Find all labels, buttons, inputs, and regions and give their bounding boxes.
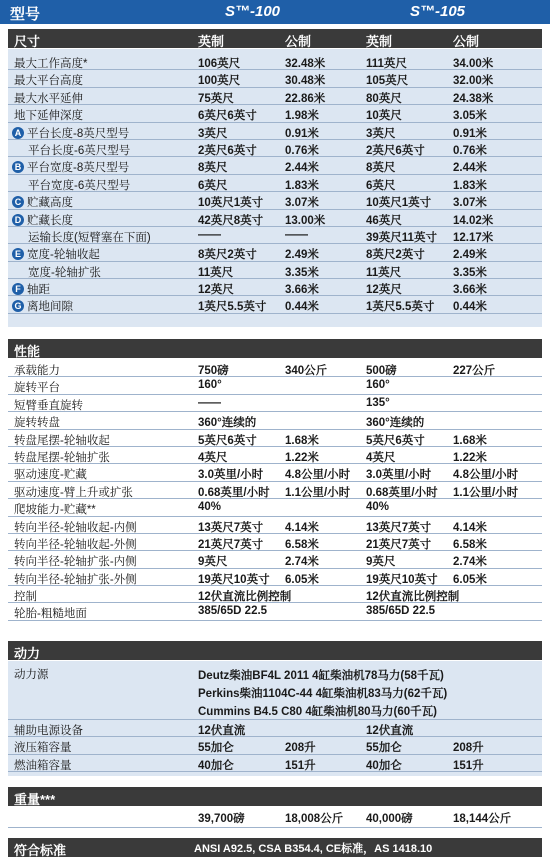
- dim-imperial-1: 8英尺2英寸: [198, 249, 257, 262]
- dim-label: [14, 55, 87, 71]
- unit-metric-2: 公制: [453, 34, 480, 49]
- dim-imperial-1: 106英尺: [198, 58, 241, 70]
- dim-imperial-2: 10英尺1英寸: [366, 197, 432, 210]
- perf-imperial-1: 21英尺7英寸: [198, 538, 264, 551]
- perf-imperial-2: 385/65D 22.5: [366, 605, 436, 618]
- pwr-imperial-2: 55加仑: [366, 742, 402, 755]
- dim-label: [12, 212, 73, 228]
- marker-c-badge: C: [12, 196, 24, 208]
- perf-label: [14, 519, 137, 535]
- dim-metric-1: 3.66米: [285, 284, 319, 297]
- marker-g-badge: G: [12, 300, 24, 312]
- perf-metric-1: 6.05米: [285, 573, 319, 586]
- perf-metric-1: 340公斤: [285, 365, 328, 377]
- performance-title: 性能: [14, 344, 41, 359]
- perf-label-text: 控制: [14, 591, 37, 604]
- dim-label-text: 地下延伸深度: [14, 110, 83, 123]
- pwr-imperial-2: 12伏直流: [366, 725, 414, 737]
- dim-row: [8, 279, 542, 296]
- perf-row: [8, 395, 542, 412]
- dim-metric-1: 22.86米: [285, 92, 326, 105]
- dim-label-text: 最大平台高度: [14, 75, 83, 88]
- perf-row: [8, 482, 542, 499]
- weight-metric-2: 18,144公斤: [453, 813, 512, 825]
- pwr-label-text: 辅助电源设备: [14, 725, 83, 737]
- dim-label-text: 贮藏长度: [27, 214, 73, 227]
- perf-row: [8, 430, 542, 447]
- perf-label: [14, 362, 60, 378]
- dim-label: [28, 142, 130, 158]
- perf-label-text: 转向半径-轮轴收起-内侧: [14, 521, 137, 534]
- model-s105: S™-105: [410, 3, 466, 20]
- perf-label: [14, 605, 87, 621]
- perf-label: [14, 571, 137, 587]
- perf-row: [8, 569, 542, 586]
- dim-metric-1: 2.49米: [285, 249, 319, 262]
- perf-metric-1: 1.22米: [285, 451, 319, 464]
- dim-metric-1: ——: [285, 228, 308, 241]
- dim-label-text: 平台宽度-8英尺型号: [27, 162, 130, 175]
- power-source-row: [8, 664, 542, 720]
- perf-row: [8, 447, 542, 464]
- compliance-title: 符合标准: [14, 843, 67, 858]
- dim-imperial-2: 3英尺: [366, 127, 396, 140]
- perf-imperial-2: 12伏直流比例控制: [366, 591, 460, 604]
- dim-imperial-1: 11英尺: [198, 266, 234, 279]
- perf-metric-2: 2.74米: [453, 556, 487, 569]
- perf-imperial-2: 5英尺6英寸: [366, 434, 425, 447]
- power-source-line-2: Perkins柴油1104C-44 4缸柴油机83马力(62千瓦): [198, 688, 448, 700]
- pwr-metric-1: 151升: [285, 759, 316, 772]
- dim-imperial-1: 10英尺1英寸: [198, 197, 264, 210]
- dim-row: [8, 53, 542, 70]
- dim-label: [14, 90, 83, 106]
- dim-metric-2: 32.00米: [453, 75, 494, 88]
- perf-metric-1: 6.58米: [285, 538, 319, 551]
- weight-title: 重量***: [14, 792, 56, 807]
- perf-imperial-2: 40%: [366, 501, 390, 514]
- perf-row: [8, 586, 542, 603]
- dim-metric-2: 0.76米: [453, 144, 487, 157]
- dim-imperial-2: 80英尺: [366, 92, 402, 105]
- dim-label-text: 离地间隙: [27, 301, 73, 314]
- perf-label-text: 转向半径-轮轴扩张-内侧: [14, 556, 137, 569]
- dim-imperial-1: 6英尺6英寸: [198, 110, 257, 123]
- perf-row: [8, 551, 542, 568]
- dim-imperial-1: 8英尺: [198, 162, 228, 175]
- perf-label-text: 转盘尾摆-轮轴扩张: [14, 451, 110, 464]
- model-s100: S™-100: [225, 3, 281, 20]
- perf-imperial-2: 9英尺: [366, 556, 396, 569]
- dim-imperial-1: 6英尺: [198, 179, 228, 192]
- perf-metric-2: 6.05米: [453, 573, 487, 586]
- dim-label-text: 轴距: [27, 284, 50, 297]
- dim-metric-2: 3.66米: [453, 284, 487, 297]
- dim-row: [8, 70, 542, 87]
- dim-imperial-1: 42英尺8英寸: [198, 214, 264, 227]
- perf-imperial-1: 19英尺10英寸: [198, 573, 270, 586]
- dim-label: [28, 177, 130, 193]
- dim-row: [8, 88, 542, 105]
- dim-label: [12, 194, 73, 210]
- perf-imperial-2: 13英尺7英寸: [366, 521, 432, 534]
- perf-metric-2: 227公斤: [453, 365, 496, 377]
- perf-imperial-2: 3.0英里/小时: [366, 469, 432, 482]
- perf-imperial-1: 0.68英里/小时: [198, 486, 270, 499]
- pwr-metric-2: 151升: [453, 759, 484, 772]
- dim-metric-1: 2.44米: [285, 162, 319, 175]
- dim-metric-2: 12.17米: [453, 231, 494, 244]
- perf-imperial-1: 360°连续的: [198, 417, 257, 430]
- dim-metric-2: 14.02米: [453, 214, 494, 227]
- perf-label: [14, 397, 83, 413]
- dim-label: [12, 281, 50, 297]
- perf-imperial-1: 12伏直流比例控制: [198, 591, 292, 604]
- dim-label: [14, 107, 83, 123]
- dim-label: [14, 72, 83, 88]
- weight-row: [8, 808, 542, 828]
- pwr-label: [14, 757, 72, 773]
- weight-header: [8, 787, 542, 806]
- perf-metric-2: 1.1公里/小时: [453, 486, 519, 499]
- dim-metric-2: 34.00米: [453, 58, 494, 70]
- perf-imperial-2: 160°: [366, 379, 390, 392]
- power-table: [8, 664, 542, 772]
- dim-imperial-2: 10英尺: [366, 110, 402, 123]
- dim-row: [8, 105, 542, 122]
- dim-imperial-2: 1英尺5.5英寸: [366, 301, 435, 314]
- perf-metric-2: 6.58米: [453, 538, 487, 551]
- perf-label-text: 驱动速度-臂上升或扩张: [14, 486, 133, 499]
- dim-metric-1: 30.48米: [285, 75, 326, 88]
- perf-row: [8, 412, 542, 429]
- perf-label: [14, 553, 137, 569]
- perf-imperial-2: 21英尺7英寸: [366, 538, 432, 551]
- dim-metric-1: 1.98米: [285, 110, 319, 123]
- model-label: 型号: [10, 6, 41, 23]
- dim-row: [8, 157, 542, 174]
- dim-imperial-1: 12英尺: [198, 284, 234, 297]
- dim-metric-1: 0.76米: [285, 144, 319, 157]
- perf-metric-1: 4.8公里/小时: [285, 469, 351, 482]
- pwr-row: [8, 755, 542, 772]
- perf-label-text: 承载能力: [14, 365, 60, 377]
- perf-imperial-1: 4英尺: [198, 451, 228, 464]
- dim-label: [28, 264, 101, 280]
- power-source-line-1: Deutz柴油BF4L 2011 4缸柴油机78马力(58千瓦): [198, 670, 444, 682]
- perf-label: [14, 379, 60, 395]
- marker-f-badge: F: [12, 283, 24, 295]
- dim-label: [12, 298, 73, 314]
- dim-label: [12, 125, 129, 141]
- dim-imperial-1: 2英尺6英寸: [198, 144, 257, 157]
- perf-label-text: 驱动速度-贮藏: [14, 469, 87, 482]
- dim-imperial-2: 11英尺: [366, 266, 402, 279]
- perf-label: [14, 536, 137, 552]
- perf-label-text: 转向半径-轮轴收起-外侧: [14, 538, 137, 551]
- dim-imperial-2: 12英尺: [366, 284, 402, 297]
- dim-label-text: 平台宽度-6英尺型号: [28, 179, 131, 192]
- dim-metric-1: 13.00米: [285, 214, 326, 227]
- perf-row: [8, 360, 542, 377]
- dim-imperial-1: 3英尺: [198, 127, 228, 140]
- dim-metric-1: 0.91米: [285, 127, 319, 140]
- dim-metric-2: 0.91米: [453, 127, 487, 140]
- dim-label: [12, 159, 129, 175]
- dim-label-text: 宽度-轮轴收起: [27, 249, 100, 262]
- dim-label-text: 运输长度(短臂塞在下面): [28, 231, 151, 244]
- perf-row: [8, 464, 542, 481]
- perf-metric-1: 1.68米: [285, 434, 319, 447]
- dim-label-text: 最大工作高度*: [14, 58, 88, 70]
- dim-label-text: 平台长度-8英尺型号: [27, 127, 130, 140]
- dim-imperial-2: 2英尺6英寸: [366, 144, 425, 157]
- dimensions-title: 尺寸: [14, 34, 41, 49]
- pwr-imperial-2: 40加仑: [366, 759, 402, 772]
- perf-label-text: 短臂垂直旋转: [14, 399, 83, 412]
- perf-label: [14, 501, 96, 517]
- perf-imperial-1: 3.0英里/小时: [198, 469, 264, 482]
- dim-imperial-2: 111英尺: [366, 58, 407, 70]
- dim-imperial-1: 1英尺5.5英寸: [198, 301, 267, 314]
- pwr-metric-1: 208升: [285, 742, 316, 755]
- pwr-metric-2: 208升: [453, 742, 484, 755]
- perf-metric-2: 4.14米: [453, 521, 487, 534]
- perf-label: [14, 432, 110, 448]
- dim-imperial-1: 75英尺: [198, 92, 234, 105]
- dim-metric-2: 3.07米: [453, 197, 487, 210]
- performance-table: [8, 360, 542, 621]
- perf-row: [8, 499, 542, 516]
- dim-row: [8, 244, 542, 261]
- dimensions-table: [8, 53, 542, 314]
- dim-imperial-2: 8英尺2英寸: [366, 249, 425, 262]
- marker-e-badge: E: [12, 248, 24, 260]
- dim-imperial-1: ——: [198, 228, 221, 241]
- perf-imperial-1: 40%: [198, 501, 222, 514]
- perf-label-text: 爬坡能力-贮藏**: [14, 504, 96, 517]
- dim-metric-2: 2.49米: [453, 249, 487, 262]
- dim-metric-2: 1.83米: [453, 179, 487, 192]
- model-header: [0, 0, 550, 24]
- pwr-imperial-1: 12伏直流: [198, 725, 246, 737]
- perf-label-text: 旋转转盘: [14, 417, 60, 430]
- perf-label: [14, 414, 60, 430]
- dim-imperial-2: 6英尺: [366, 179, 396, 192]
- perf-label-text: 转盘尾摆-轮轴收起: [14, 434, 110, 447]
- perf-imperial-2: 19英尺10英寸: [366, 573, 438, 586]
- dim-metric-2: 3.35米: [453, 266, 487, 279]
- unit-imperial-2: 英制: [366, 34, 393, 49]
- perf-row: [8, 377, 542, 394]
- perf-imperial-1: 13英尺7英寸: [198, 521, 264, 534]
- power-source-line-3: Cummins B4.5 C80 4缸柴油机80马力(60千瓦): [198, 706, 438, 718]
- perf-label-text: 旋转平台: [14, 382, 60, 395]
- power-source-label: 动力源: [14, 669, 49, 681]
- compliance-header: [8, 838, 542, 857]
- pwr-label-text: 燃油箱容量: [14, 759, 72, 772]
- perf-metric-2: 1.68米: [453, 434, 487, 447]
- dim-label: [12, 246, 100, 262]
- perf-label: [14, 466, 87, 482]
- dim-row: [8, 192, 542, 209]
- dim-label-text: 最大水平延伸: [14, 92, 83, 105]
- perf-imperial-1: 9英尺: [198, 556, 228, 569]
- perf-label: [14, 484, 133, 500]
- dim-metric-1: 3.35米: [285, 266, 319, 279]
- pwr-imperial-1: 55加仑: [198, 742, 234, 755]
- perf-imperial-1: 5英尺6英寸: [198, 434, 257, 447]
- perf-row: [8, 534, 542, 551]
- dim-row: [8, 210, 542, 227]
- dim-metric-2: 0.44米: [453, 301, 487, 314]
- dim-imperial-2: 105英尺: [366, 75, 409, 88]
- perf-metric-2: 1.22米: [453, 451, 487, 464]
- perf-imperial-2: 4英尺: [366, 451, 396, 464]
- dim-label-text: 贮藏高度: [27, 197, 73, 210]
- perf-metric-1: 4.14米: [285, 521, 319, 534]
- dim-row: [8, 262, 542, 279]
- pwr-row: [8, 737, 542, 754]
- dimensions-header: [8, 29, 542, 48]
- dim-metric-2: 3.05米: [453, 110, 487, 123]
- dim-metric-1: 32.48米: [285, 58, 326, 70]
- perf-label-text: 轮胎-粗糙地面: [14, 608, 87, 621]
- dim-metric-2: 24.38米: [453, 92, 494, 105]
- perf-row: [8, 517, 542, 534]
- marker-a-badge: A: [12, 127, 24, 139]
- weight-imperial-2: 40,000磅: [366, 813, 413, 825]
- dim-label: [28, 229, 151, 245]
- dim-imperial-2: 8英尺: [366, 162, 396, 175]
- marker-d-badge: D: [12, 214, 24, 226]
- perf-imperial-2: 0.68英里/小时: [366, 486, 438, 499]
- performance-header: [8, 339, 542, 358]
- pwr-imperial-1: 40加仑: [198, 759, 234, 772]
- dim-imperial-2: 46英尺: [366, 214, 402, 227]
- pwr-label: [14, 739, 72, 755]
- perf-label: [14, 449, 110, 465]
- weight-table: [8, 808, 542, 828]
- pwr-row: [8, 720, 542, 737]
- compliance-standards: ANSI A92.5, CSA B354.4, CE标准，AS 1418.10: [194, 843, 433, 855]
- dim-row: [8, 296, 542, 313]
- power-title: 动力: [14, 646, 41, 661]
- weight-metric-1: 18,008公斤: [285, 813, 344, 825]
- dim-imperial-1: 100英尺: [198, 75, 241, 88]
- unit-imperial-1: 英制: [198, 34, 225, 49]
- perf-label-text: 转向半径-轮轴扩张-外侧: [14, 573, 137, 586]
- perf-imperial-2: 500磅: [366, 365, 397, 377]
- perf-imperial-1: 750磅: [198, 365, 229, 377]
- perf-metric-2: 4.8公里/小时: [453, 469, 519, 482]
- dim-row: [8, 227, 542, 244]
- pwr-label: [14, 722, 83, 738]
- dim-label-text: 宽度-轮轴扩张: [28, 266, 101, 279]
- dim-row: [8, 175, 542, 192]
- dim-metric-2: 2.44米: [453, 162, 487, 175]
- perf-label: [14, 588, 37, 604]
- dim-metric-1: 3.07米: [285, 197, 319, 210]
- perf-metric-1: 1.1公里/小时: [285, 486, 351, 499]
- power-header: [8, 641, 542, 660]
- perf-imperial-1: 160°: [198, 379, 222, 392]
- perf-imperial-1: ——: [198, 396, 221, 409]
- perf-imperial-1: 385/65D 22.5: [198, 605, 268, 618]
- dim-row: [8, 140, 542, 157]
- marker-b-badge: B: [12, 161, 24, 173]
- perf-metric-1: 2.74米: [285, 556, 319, 569]
- unit-metric-1: 公制: [285, 34, 312, 49]
- dim-row: [8, 123, 542, 140]
- perf-row: [8, 603, 542, 620]
- pwr-label-text: 液压箱容量: [14, 742, 72, 755]
- dim-metric-1: 1.83米: [285, 179, 319, 192]
- perf-imperial-2: 135°: [366, 396, 390, 409]
- dim-imperial-2: 39英尺11英寸: [366, 231, 437, 244]
- dim-label-text: 平台长度-6英尺型号: [28, 144, 131, 157]
- weight-imperial-1: 39,700磅: [198, 813, 245, 825]
- perf-imperial-2: 360°连续的: [366, 417, 425, 430]
- dim-metric-1: 0.44米: [285, 301, 319, 314]
